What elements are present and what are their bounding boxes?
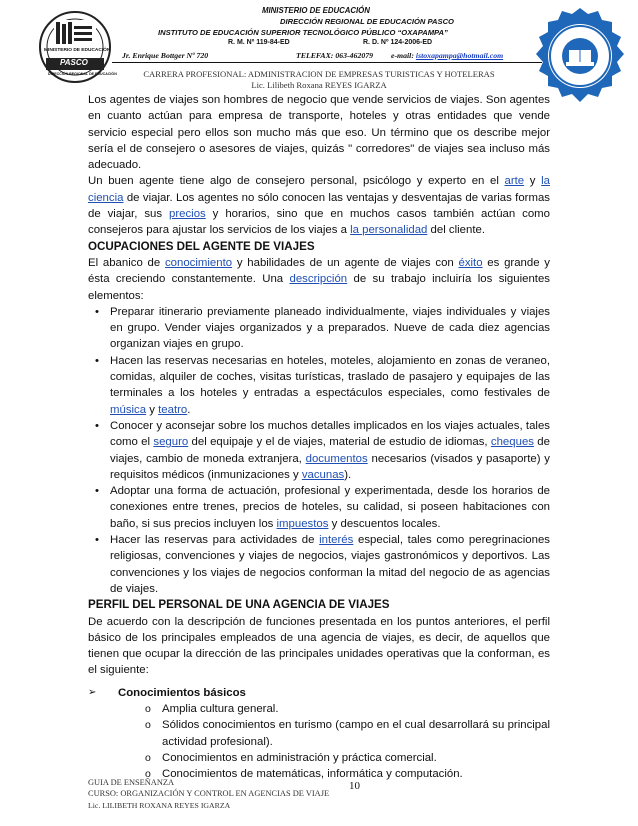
intro-paragraph-2: Un buen agente tiene algo de consejero personal, psicólogo y experto en el arte y la ciencia de viajar. Los agentes no sólo conocen las ventajas y desventajas de varias formas de viajar, sus precios y horarios, sino que en muchos casos también actúan como consejeros para ajustar los servicios de los viajes a la personalidad del cliente. bbox=[88, 175, 550, 237]
link-arte[interactable]: arte bbox=[504, 175, 525, 188]
subsection-title: Conocimientos básicos bbox=[118, 686, 246, 699]
bullet-icon: • bbox=[95, 354, 99, 367]
logo-left-badge: PASCO bbox=[60, 58, 88, 67]
list-item: • Adoptar una forma de actuación, profesional y experimentada, desde los horarios de conexiones entre trenes, precios de hoteles, su calidad, si poseen habitaciones con baño, si sus precios incluyen los impuestos y descuentos locales. bbox=[95, 485, 550, 530]
link-documentos[interactable]: documentos bbox=[305, 452, 368, 465]
link-la-personalidad[interactable]: la personalidad bbox=[350, 224, 428, 237]
bullet-icon: • bbox=[95, 419, 99, 432]
list-item: • Hacer las reservas para actividades de interés especial, tales como peregrinaciones religiosas, convenciones y viajes de negocios, viajes gastronómicos y deportivos. Las convenciones y los viajes de negocios conforman la mitad del negocio de as agencias de viajes. bbox=[95, 534, 550, 595]
circle-bullet-icon: o bbox=[145, 751, 151, 764]
header-rm: R. M. Nº 119-84-ED bbox=[228, 39, 290, 46]
list-item: o Conocimientos de matemáticas, informática y computación. bbox=[162, 766, 550, 782]
footer-guide: GUIA DE ENSEÑANZA bbox=[88, 778, 175, 787]
header-email bbox=[391, 51, 503, 60]
footer-course: CURSO: ORGANIZACIÓN Y CONTROL EN AGENCIAS DE VIAJE bbox=[88, 789, 330, 798]
subsection-conocimientos bbox=[88, 685, 550, 701]
header-telefax: TELEFAX: 063-462079 bbox=[296, 51, 374, 60]
header-address: Jr. Enrique Bottger Nº 720 bbox=[122, 51, 209, 60]
link-la-ciencia[interactable]: la ciencia bbox=[88, 175, 550, 204]
header-instituto: INSTITUTO DE EDUCACIÓN SUPERIOR TECNOLÓGICO PÚBLICO “OXAPAMPA” bbox=[158, 28, 448, 37]
arrow-bullet-icon: ➢ bbox=[88, 686, 97, 698]
circle-bullet-icon: o bbox=[145, 719, 151, 732]
link-vacunas[interactable]: vacunas bbox=[301, 468, 345, 481]
section-title-perfil: PERFIL DEL PERSONAL DE UNA AGENCIA DE VIAJES bbox=[88, 598, 390, 612]
bullet-icon: • bbox=[95, 485, 99, 498]
list-item: o Sólidos conocimientos en turismo (campo en el cual desarrollará su principal actividad profesional). bbox=[145, 719, 550, 748]
circle-bullet-icon: o bbox=[145, 702, 151, 715]
list-item: o Conocimientos en administración y práctica comercial. bbox=[162, 750, 550, 766]
link-precios[interactable]: precios bbox=[169, 208, 206, 221]
conocimientos-list bbox=[88, 701, 550, 782]
link-exito[interactable]: éxito bbox=[458, 256, 483, 269]
link-musica[interactable]: música bbox=[110, 403, 147, 416]
list-item: • Conocer y aconsejar sobre los muchos detalles implicados en los viajes actuales, tales como el seguro del equipaje y el de viajes, material de estudio de idiomas, cheques de viajes, cambio de moneda extranjera, documentos necesarios (visados y pasaporte) y requisitos médicos (inmunizaciones y vacunas). bbox=[95, 419, 550, 481]
circle-bullet-icon: o bbox=[145, 768, 151, 781]
bullet-icon: • bbox=[95, 305, 99, 318]
link-descripcion[interactable]: descripción bbox=[289, 273, 348, 286]
list-item: • Preparar itinerario previamente planeado individualmente, viajes individuales y viajes en grupo. Vender viajes organizados y a preparados. Nueve de cada diez agencias organizan viajes en grupo. bbox=[95, 305, 550, 351]
career-line: CARRERA PROFESIONAL: ADMINISTRACION DE EMPRESAS TURISTICAS Y HOTELERAS bbox=[143, 69, 495, 79]
page-number: 10 bbox=[349, 780, 360, 792]
header-direccion: DIRECCIÓN REGIONAL DE EDUCACIÓN PASCO bbox=[280, 17, 454, 26]
logo-left-ring-text: DIRECCIÓN REGIONAL DE EDUCACIÓN bbox=[48, 72, 117, 76]
email-label: e-mail: bbox=[391, 51, 414, 60]
ocupaciones-intro: El abanico de conocimiento y habilidades de un agente de viajes con éxito es grande y ésta creciendo constantemente. Una descripción de su trabajo incluiría los siguientes elementos: bbox=[88, 256, 550, 302]
intro-paragraph-1: Los agentes de viajes son hombres de negocio que vende servicios de viajes. Son agentes en cuanto actúan para empresa de transporte, hoteles y otras entidades que vende servicio especial pero ellos son mucho más que eso. Un término que os describe mejor sería el de consejero o asesores de viajes, quizás " corredores" de viajes sea incluso más adecuado. bbox=[88, 94, 550, 172]
link-seguro[interactable]: seguro bbox=[153, 436, 189, 449]
page-content bbox=[88, 92, 550, 782]
link-teatro[interactable]: teatro bbox=[158, 403, 188, 416]
link-impuestos[interactable]: impuestos bbox=[276, 517, 329, 530]
link-cheques[interactable]: cheques bbox=[490, 436, 534, 449]
list-item: o Amplia cultura general. bbox=[162, 701, 550, 717]
header-divider bbox=[112, 62, 542, 63]
ocupaciones-list bbox=[88, 304, 550, 597]
header-rd: R. D. Nº 124-2006-ED bbox=[363, 39, 433, 46]
link-interes[interactable]: interés bbox=[319, 534, 354, 547]
logo-left-label: MINISTERIO DE EDUCACIÓN bbox=[44, 48, 111, 53]
footer-author: Lic. LILIBETH ROXANA REYES IGARZA bbox=[88, 801, 231, 810]
perfil-intro: De acuerdo con la descripción de funciones presentada en los puntos anteriores, el perfil básico de los principales empleados de una agencia de viajes, es decir, de aquellos que tienen que ocupar la dirección de las principales unidades operativas que la conforman, es el siguiente: bbox=[88, 615, 550, 677]
bullet-icon: • bbox=[95, 534, 99, 547]
link-conocimiento[interactable]: conocimiento bbox=[164, 256, 233, 269]
header-lic: Lic. Lilibeth Roxana REYES IGARZA bbox=[251, 80, 387, 90]
section-title-ocupaciones: OCUPACIONES DEL AGENTE DE VIAJES bbox=[88, 239, 315, 253]
header-ministry: MINISTERIO DE EDUCACIÓN bbox=[262, 6, 370, 15]
email-link[interactable]: istoxapampa@hotmail.com bbox=[415, 51, 504, 60]
list-item: • Hacen las reservas necesarias en hoteles, moteles, alojamiento en zonas de veraneo, comidas, alquiler de coches, visitas turísticas, traslado de pasajero y equipajes de las terminales a los hoteles y entradas a espectáculos especiales, como festivales de música y teatro. bbox=[95, 354, 550, 416]
